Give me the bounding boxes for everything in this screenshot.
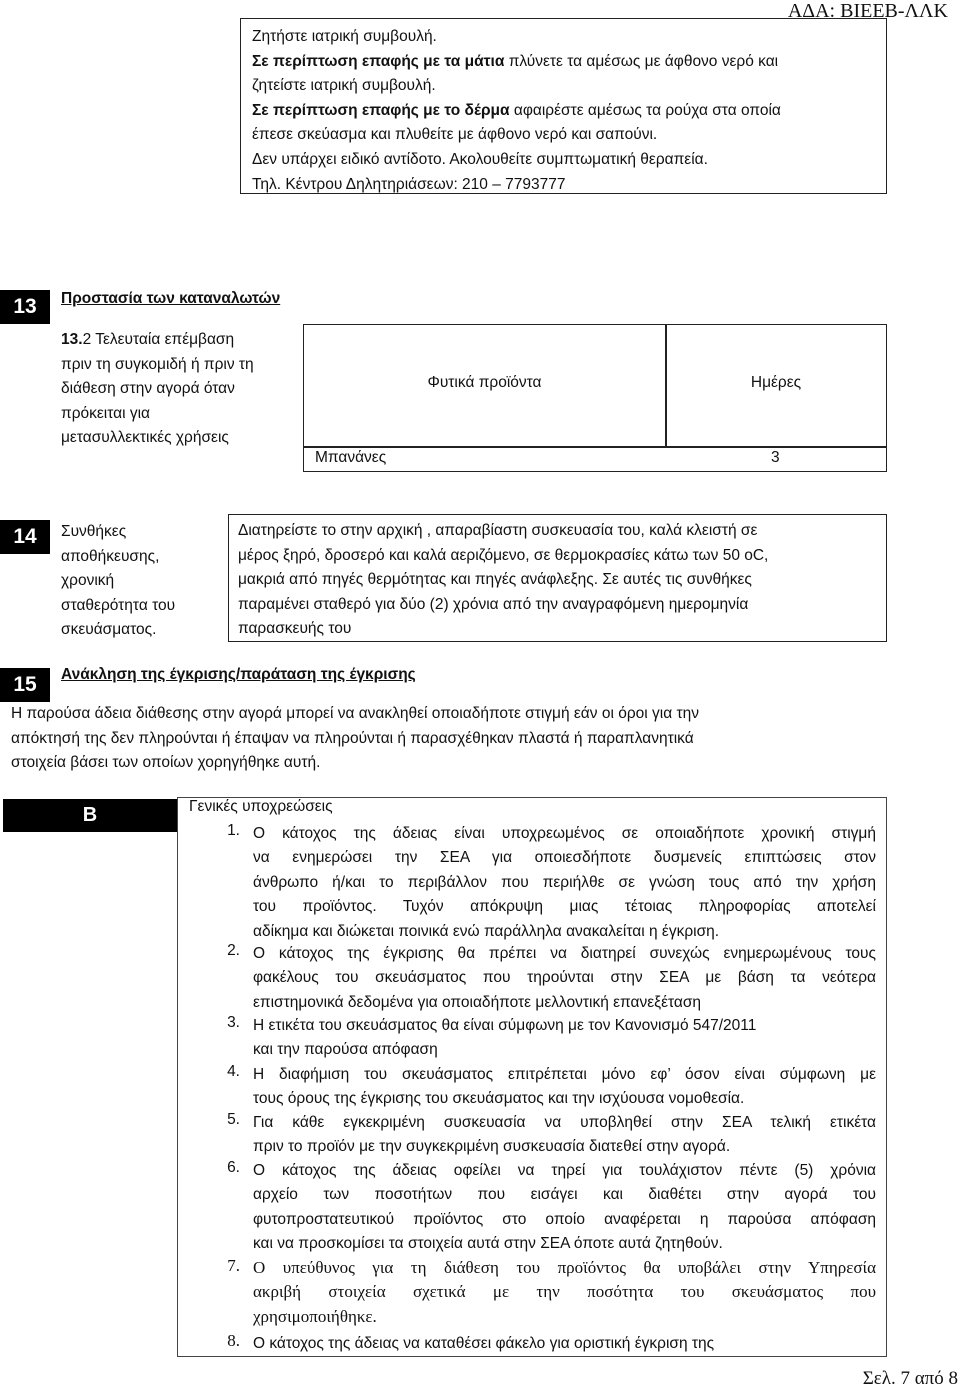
list-item: Ο κάτοχος της έγκρισης θα πρέπει να διατηρεί συνεχώς ενημερωμένους τους φακέλους του σκευάσματος που τηρούνται στην ΣΕΑ με βάση τα νεότερα επιστημονικά δεδομένα για οποιαδήποτε μελλοντική επανεξέταση <box>253 945 876 1011</box>
section-13-number: 13 <box>0 290 50 324</box>
list-item: Ο υπεύθυνος για τη διάθεση του προϊόντος θα υποβάλει στην Υπηρεσία ακριβή στοιχεία σχετικά με την ποσότητα του σκευάσματος που χρησιμοποιήθηκε. <box>253 1258 876 1326</box>
first-aid-line: Ζητήστε ιατρική συμβουλή. <box>252 28 437 45</box>
section-13-title: Προστασία των καταναλωτών <box>61 290 281 307</box>
section-14-label: Συνθήκες αποθήκευσης, χρονική σταθερότητα του σκευάσματος. <box>61 523 176 639</box>
first-aid-line: Τηλ. Κέντρου Δηλητηριάσεων: 210 – 7793777 <box>252 175 566 193</box>
table-header-days: Ημέρες <box>750 374 802 391</box>
list-item-number: 7. <box>227 1256 240 1275</box>
page-number: Σελ. 7 από 8 <box>862 1368 958 1389</box>
list-item-number: 8. <box>227 1331 240 1350</box>
section-b-label: Β <box>3 799 177 832</box>
list-item-number: 5. <box>227 1111 240 1128</box>
list-item-number: 4. <box>227 1063 240 1080</box>
table-cell-product: Μπανάνες <box>315 449 387 466</box>
section-14-number: 14 <box>0 520 50 554</box>
list-item: Για κάθε εγκεκριμένη συσκευασία να υποβληθεί στην ΣΕΑ τελική ετικέτα πριν το προϊόν με την συγκεκριμένη συσκευασία διατεθεί στην αγορά. <box>253 1114 876 1156</box>
phi-table <box>303 324 887 472</box>
first-aid-line: ζητείστε ιατρική συμβουλή. <box>252 77 436 95</box>
table-cell-days: 3 <box>771 449 780 466</box>
first-aid-line: έπεσε σκεύασμα και πλυθείτε με άφθονο νερό και σαπούνι. <box>252 126 658 144</box>
list-item: Η ετικέτα του σκευάσματος θα είναι σύμφωνη με τον Κανονισμό 547/2011 και την παρούσα απόφαση <box>253 1017 757 1059</box>
section-13-description: 13.2 Τελευταία επέμβαση πριν τη συγκομιδή ή πριν τη διάθεση στην αγορά όταν πρόκειται για μετασυλλεκτικές χρήσεις <box>61 331 254 447</box>
list-item-number: 2. <box>227 942 240 959</box>
list-item: Ο κάτοχος της άδειας οφείλει να τηρεί για τουλάχιστον πέντε (5) χρόνια αρχείο των ποσοτήτων που εισάγει και διαθέτει στην αγορά του φυτοπροστατευτικού προϊόντος στο οποίο αναφέρεται η παρούσα απόφαση και να προσκομίσει τα στοιχεία αυτά στην ΣΕΑ όποτε αυτά ζητηθούν. <box>253 1162 876 1253</box>
list-item: Ο κάτοχος της άδειας να καταθέσει φάκελο για οριστική έγκριση της <box>253 1335 715 1352</box>
document-reference: ΑΔΑ: ΒΙΕΕΒ-ΛΛΚ <box>787 0 948 22</box>
list-item: Η διαφήμιση του σκευάσματος επιτρέπεται μόνο εφ’ όσον είναι σύμφωνη με τους όρους της έγκρισης του σκευάσματος και την ισχύουσα νομοθεσία. <box>253 1066 876 1108</box>
first-aid-line: Σε περίπτωση επαφής με τα μάτια πλύνετε τα αμέσως με άφθονο νερό και <box>252 52 779 70</box>
table-divider <box>303 446 887 448</box>
list-item: Ο κάτοχος της άδειας είναι υποχρεωμένος σε οποιαδήποτε χρονική στιγμή να ενημερώσει την ΣΕΑ για οποιεσδήποτε δυσμενείς επιπτώσεις στον άνθρωπο ή/και το περιβάλλον που περιήλθε σε γνώση τους από την χρήση του προϊόντος. Τυχόν απόκρυψη μιας τέτοιας πληροφορίας αποτελεί αδίκημα και διώκεται ποινικά ενώ παράλληλα ανακαλείται η έγκριση. <box>253 825 876 940</box>
storage-conditions-box: Διατηρείστε το στην αρχική , απαραβίαστη συσκευασία του, καλά κλειστή σε μέρος ξηρό, δροσερό και καλά αεριζόμενο, σε θερμοκρασίες κάτω των 50 oC, μακριά από πηγές θερμότητας και πηγές ανάφλεξης. Σε αυτές τις συνθήκες παραμένει σταθερό για δύο (2) χρόνια από την αναγραφόμενη ημερομηνία παρασκευής του <box>228 514 887 642</box>
first-aid-box <box>240 18 887 194</box>
table-header-products: Φυτικά προϊόντα <box>427 374 542 391</box>
section-15-title: Ανάκληση της έγκρισης/παράταση της έγκρισης <box>61 666 416 683</box>
list-item-number: 6. <box>227 1159 240 1176</box>
list-item-number: 1. <box>227 822 240 839</box>
first-aid-line: Σε περίπτωση επαφής με το δέρμα αφαιρέστε αμέσως τα ρούχα στα οποία <box>252 101 781 119</box>
first-aid-line: Δεν υπάρχει ειδικό αντίδοτο. Ακολουθείτε συμπτωματική θεραπεία. <box>252 150 708 168</box>
section-15-text: Η παρούσα άδεια διάθεσης στην αγορά μπορεί να ανακληθεί οποιαδήποτε στιγμή εάν οι όροι για την απόκτησή της δεν πληρούνται ή έπαψαν να πληρούνται ή παρασχέθηκαν πλαστά ή παραπλανητικά στοιχεία βάσει των οποίων χορηγήθηκε αυτή. <box>11 705 699 772</box>
general-obligations-title: Γενικές υποχρεώσεις <box>189 798 333 815</box>
section-15-number: 15 <box>0 668 50 702</box>
list-item-number: 3. <box>227 1014 240 1031</box>
